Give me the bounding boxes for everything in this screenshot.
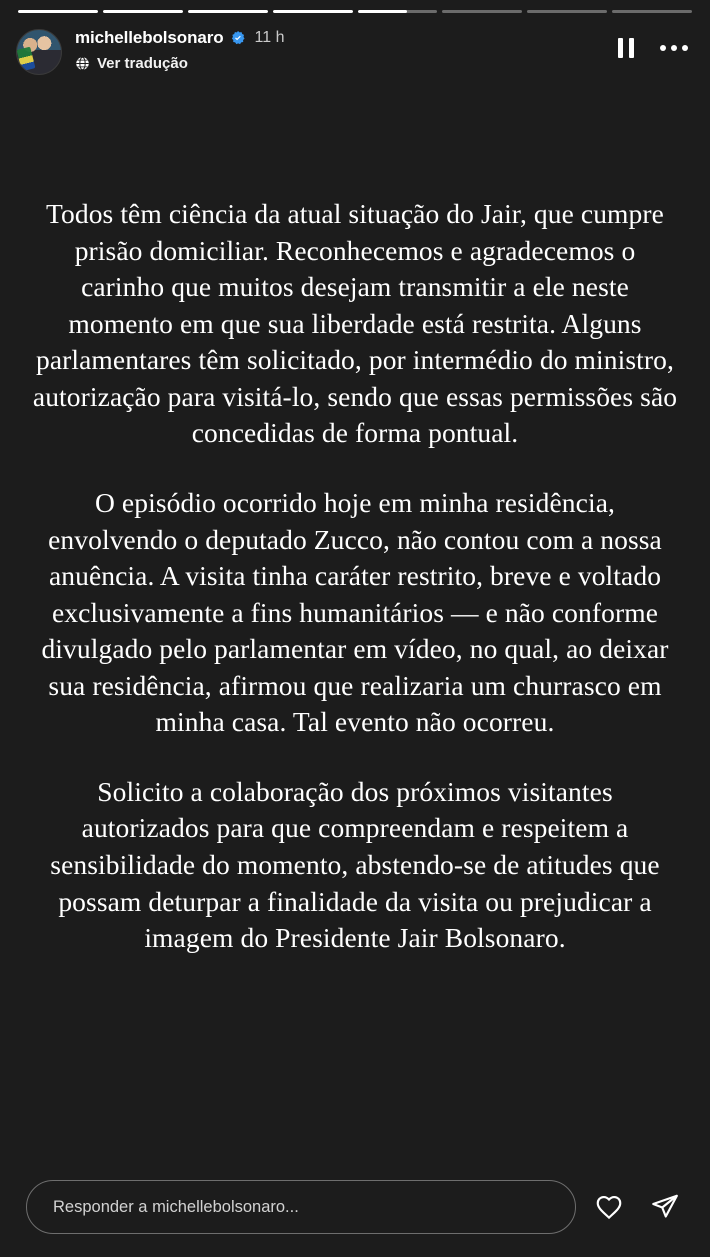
story-header-actions — [618, 26, 694, 58]
reply-placeholder: Responder a michellebolsonaro... — [53, 1197, 299, 1216]
progress-segment[interactable] — [442, 10, 522, 13]
progress-segment[interactable] — [103, 10, 183, 13]
story-text-content — [32, 196, 678, 957]
author-name-row[interactable] — [75, 29, 284, 46]
progress-segment[interactable] — [527, 10, 607, 13]
progress-segment[interactable] — [612, 10, 692, 13]
story-paragraph-2: O episódio ocorrido hoje em minha residência, envolvendo o deputado Zucco, não contou com a nossa anuência. A visita tinha caráter restrito, breve e voltado exclusivamente a fins humanitários — e não conforme divulgado pelo parlamentar em vídeo, no qual, ao deixar sua residência, afirmou que realizaria um churrasco em minha casa. Tal evento não ocorreu. — [41, 486, 669, 738]
more-options-icon[interactable] — [660, 45, 688, 51]
heart-icon[interactable] — [594, 1192, 624, 1222]
story-header — [16, 26, 694, 84]
progress-segment-active[interactable] — [358, 10, 438, 13]
story-footer — [26, 1179, 688, 1235]
avatar[interactable] — [16, 29, 62, 75]
story-footer-actions — [594, 1192, 688, 1222]
username[interactable]: michellebolsonaro — [75, 28, 224, 47]
progress-segment[interactable] — [18, 10, 98, 13]
story-paragraph-3: Solicito a colaboração dos próximos visitantes autorizados para que compreendam e respeitem a sensibilidade do momento, abstendo-se de atitudes que possam deturpar a finalidade da visita ou prejudicar a imagem do Presidente Jair Bolsonaro. — [50, 775, 660, 954]
story-author-info — [75, 26, 284, 72]
see-translation-label: Ver tradução — [97, 55, 188, 72]
globe-icon — [75, 56, 90, 71]
pause-icon[interactable] — [618, 38, 634, 58]
story-paragraph-1: Todos têm ciência da atual situação do Jair, que cumpre prisão domiciliar. Reconhecemos e agradecemos o carinho que muitos desejam transmitir a ele neste momento em que sua liberdade está restrita. Alguns parlamentares têm solicitado, por intermédio do ministro, autorização para visitá-lo, sendo que essas permissões são concedidas de forma pontual. — [32, 198, 678, 449]
reply-input[interactable] — [26, 1180, 576, 1234]
progress-segment[interactable] — [273, 10, 353, 13]
share-icon[interactable] — [650, 1192, 680, 1222]
see-translation-button[interactable] — [75, 55, 284, 72]
progress-segment[interactable] — [188, 10, 268, 13]
verified-badge-icon — [230, 30, 246, 46]
story-progress-bar — [18, 10, 692, 13]
timestamp: 11 h — [254, 28, 285, 46]
